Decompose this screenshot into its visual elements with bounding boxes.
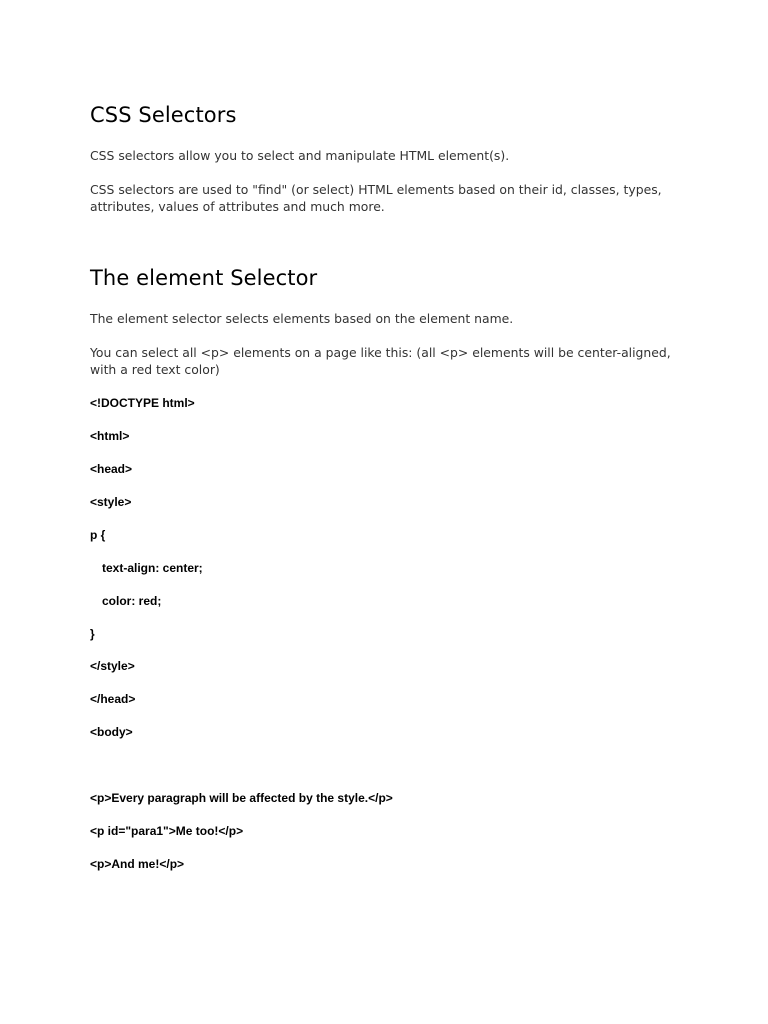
code-line: <p id="para1">Me too!</p>: [90, 824, 244, 838]
element-selector-paragraph: The element selector selects elements based on the element name.: [90, 311, 514, 326]
code-line: <body>: [90, 725, 133, 739]
code-line: <!DOCTYPE html>: [90, 396, 195, 410]
code-line: }: [90, 627, 95, 641]
code-line: </style>: [90, 659, 135, 673]
example-intro-paragraph: You can select all <p> elements on a page like this: (all <p> elements will be center-aligned, with a red text color): [90, 345, 671, 377]
section-heading-element-selector: The element Selector: [90, 266, 318, 290]
code-line: <head>: [90, 462, 133, 476]
code-line: p {: [90, 528, 106, 542]
selectors-description-paragraph: CSS selectors are used to "find" (or select) HTML elements based on their id, classes, types, attributes, values of attributes and much more.: [90, 182, 662, 214]
intro-paragraph: CSS selectors allow you to select and manipulate HTML element(s).: [90, 148, 510, 163]
code-line: text-align: center;: [102, 561, 203, 575]
code-line: <p>Every paragraph will be affected by the style.</p>: [90, 791, 393, 805]
code-line: color: red;: [102, 594, 162, 608]
section-heading-css-selectors: CSS Selectors: [90, 103, 237, 127]
code-line: <html>: [90, 429, 130, 443]
code-line: </head>: [90, 692, 136, 706]
code-line: <style>: [90, 495, 132, 509]
code-line: <p>And me!</p>: [90, 857, 185, 871]
